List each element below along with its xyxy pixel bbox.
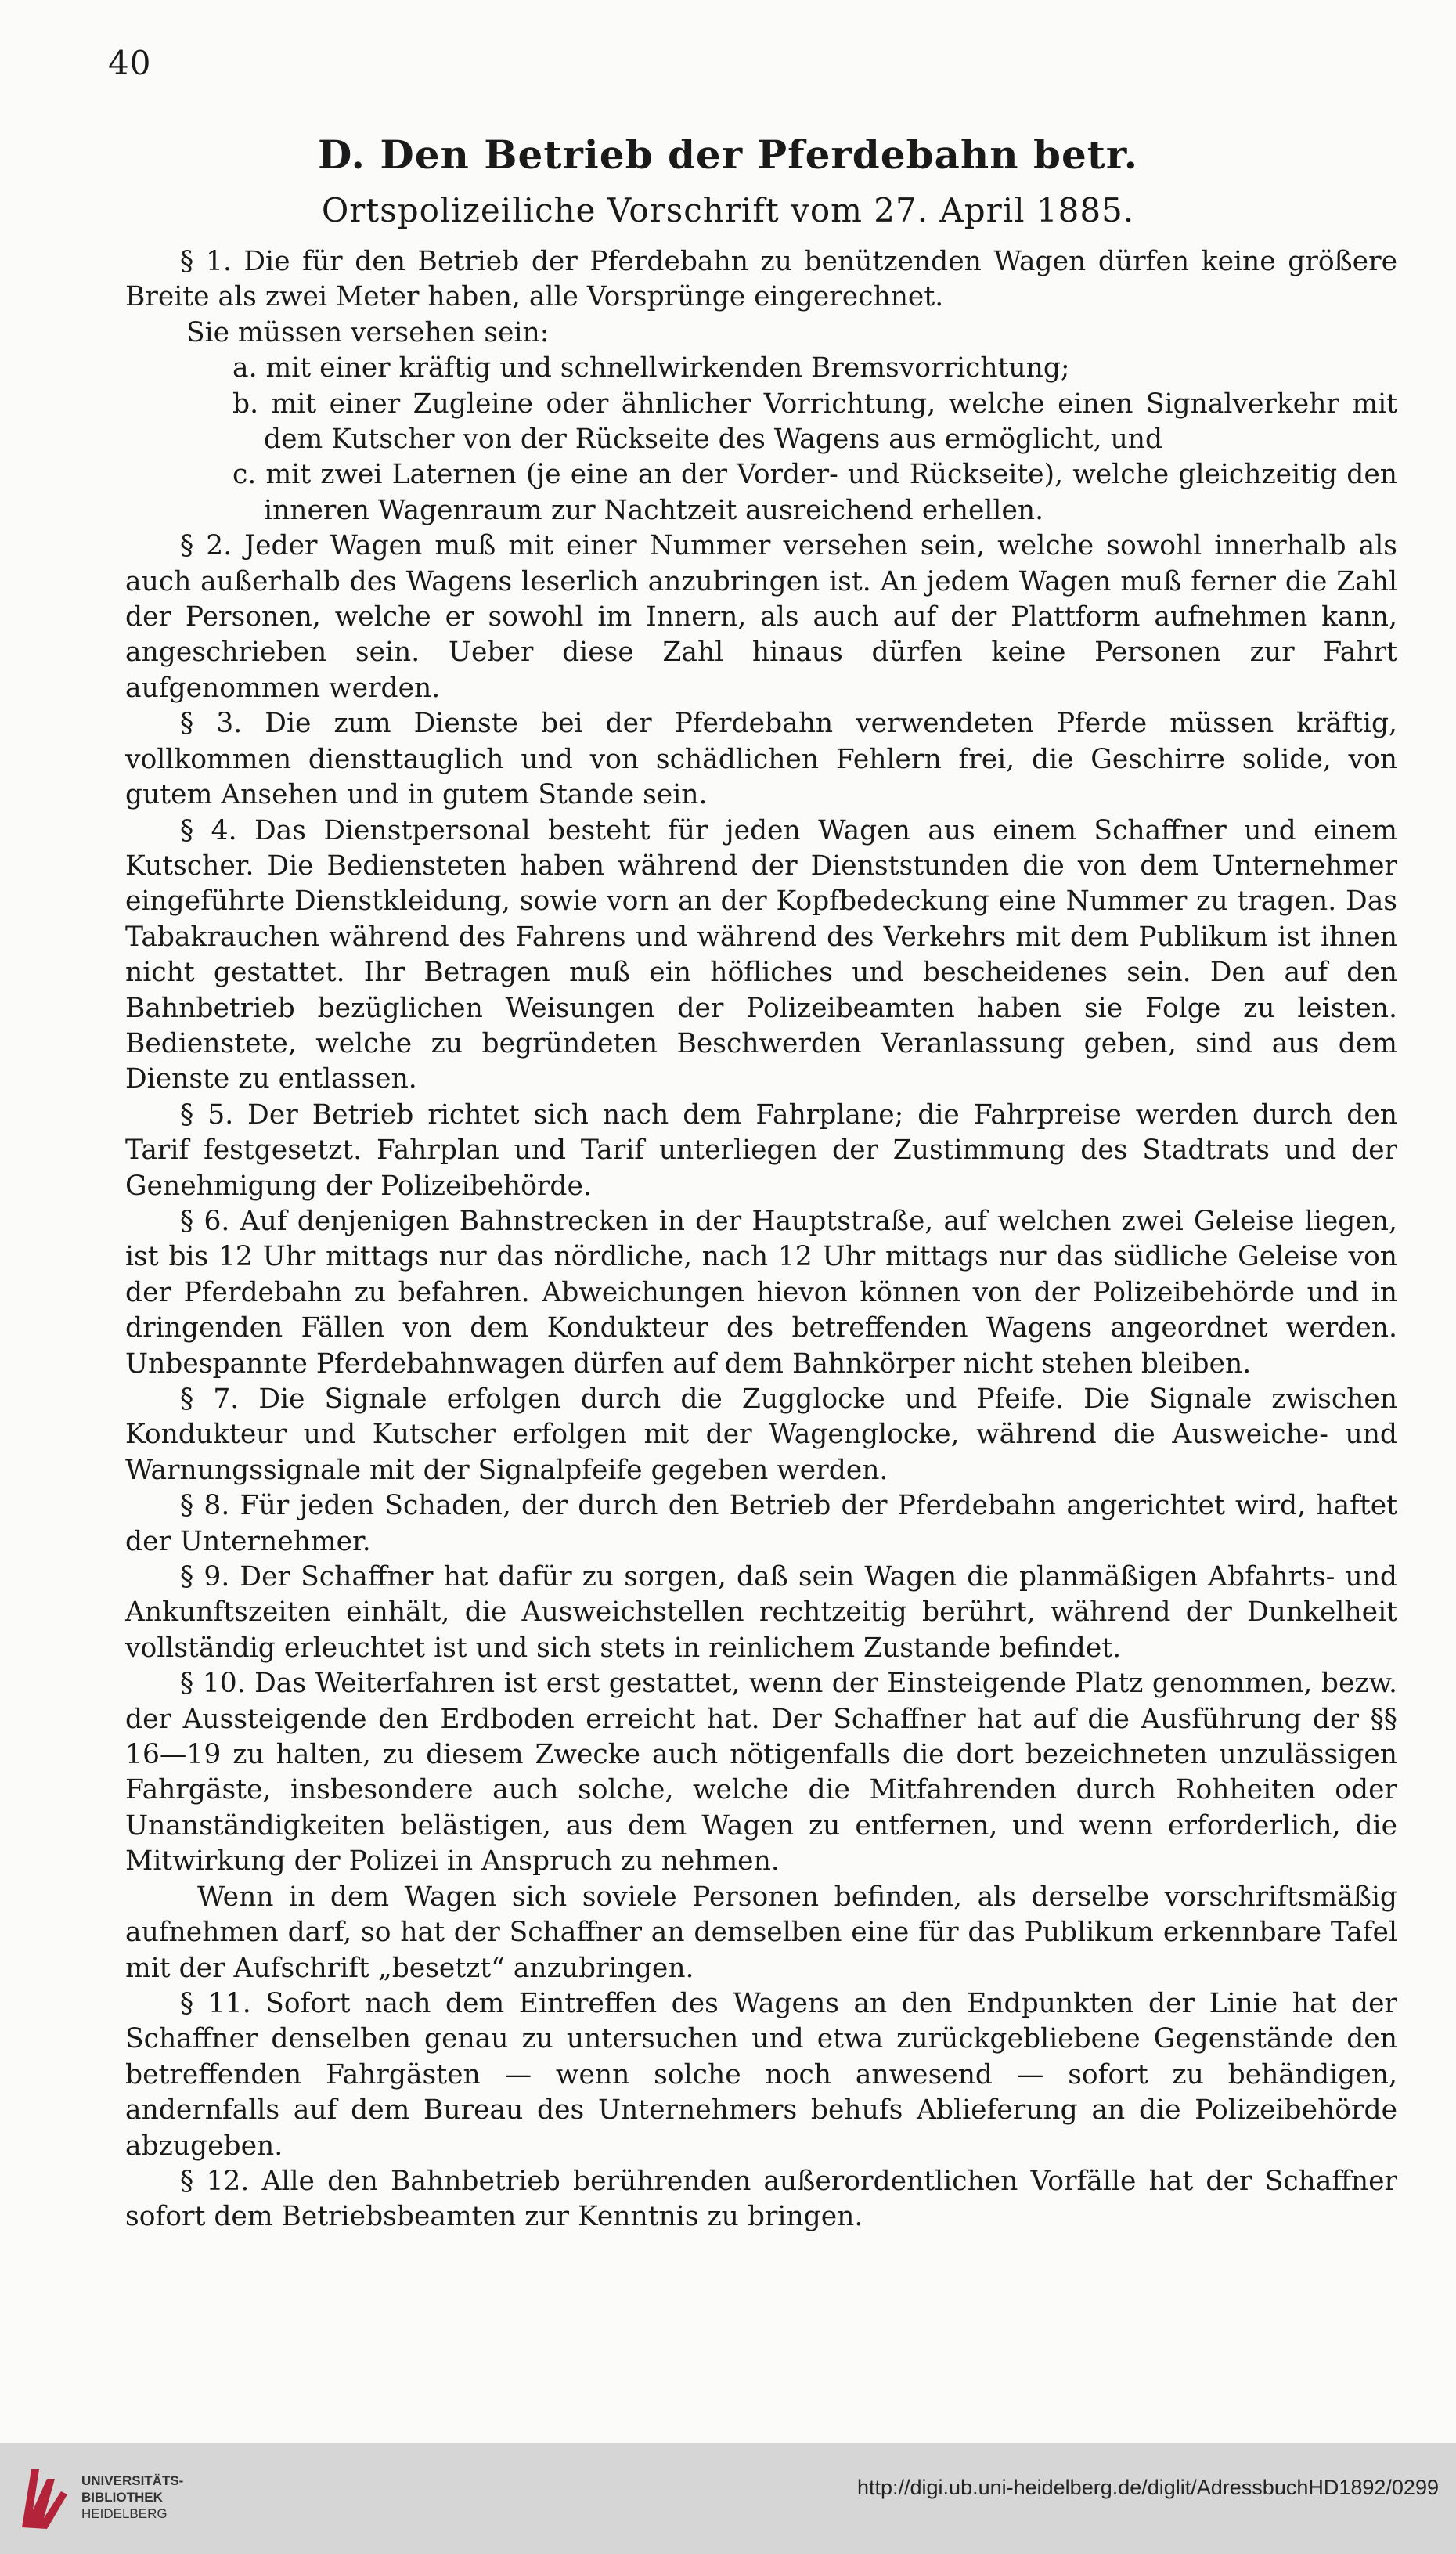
digitization-footer [0,2443,1456,2554]
paragraph-3: § 3. Die zum Dienste bei der Pferdebahn verwendeten Pferde müssen kräftig, vollkommen diensttauglich und von schädlichen Fehlern frei, die Geschirre solide, von gutem Ansehen und in gutem Stande sein. [125,708,1397,811]
paragraph-8: § 8. Für jeden Schaden, der durch den Betrieb der Pferdebahn angerichtet wird, haftet der Unternehmer. [125,1490,1397,1557]
paragraph-4: § 4. Das Dienstpersonal besteht für jeden Wagen aus einem Schaffner und einem Kutscher. Die Bediensteten haben während der Dienststunden die von dem Unternehmer eingeführte Dienstkleidung, sowie vorn an der Kopfbedeckung eine Nummer zu tragen. Das Tabakrauchen während des Fahrens und während des Verkehrs mit dem Publikum ist ihnen nicht gestattet. Ihr Betragen muß ein höfliches und bescheidenes sein. Den auf den Bahnbetrieb bezüglichen Weisungen der Polizeibeamten haben sie Folge zu leisten. Bedienstete, welche zu begründeten Beschwerden Veranlassung geben, sind aus dem Dienste zu entlassen. [125,814,1397,1095]
page-number: 40 [108,44,152,82]
paragraph-9: § 9. Der Schaffner hat dafür zu sorgen, daß sein Wagen die planmäßigen Abfahrts- und Ankunftszeiten einhält, die Ausweichstellen rechtzeitig berührt, während der Dunkelheit vollständig erleuchtet ist und sich stets in reinlichem Zustande befindet. [125,1561,1397,1664]
paragraph-6: § 6. Auf denjenigen Bahnstrecken in der Hauptstraße, auf welchen zwei Geleise liegen, ist bis 12 Uhr mittags nur das nördliche, nach 12 Uhr mittags nur das südliche Geleise von der Pferdebahn zu befahren. Abweichungen hievon können von der Polizeibehörde und in dringenden Fällen von dem Kondukteur des betreffenden Wagens angeordnet werden. Unbespannte Pferdebahnwagen dürfen auf dem Bahnkörper nicht stehen bleiben. [125,1205,1397,1380]
university-library-logo-icon [16,2463,72,2534]
paragraph-10-continued: Wenn in dem Wagen sich soviele Personen befinden, als derselbe vorschriftsmäßig aufnehmen darf, so hat der Schaffner an demselben eine für das Publikum erkennbare Tafel mit der Aufschrift „besetzt“ anzubringen. [125,1881,1397,1984]
paragraph-1-item-b: b. mit einer Zugleine oder ähnlicher Vorrichtung, welche einen Signalverkehr mit dem Kutscher von der Rückseite des Wagens aus ermöglicht, und [232,388,1397,456]
paragraph-1-item-a: a. mit einer kräftig und schnellwirkenden Bremsvorrichtung; [232,352,1070,384]
paragraph-2: § 2. Jeder Wagen muß mit einer Nummer versehen sein, welche sowohl innerhalb als auch außerhalb des Wagens leserlich anzubringen ist. An jedem Wagen muß ferner die Zahl der Personen, welche er sowohl im Innern, als auch auf der Plattform aufnehmen kann, angeschrieben sein. Ueber diese Zahl hinaus dürfen keine Personen zur Fahrt aufgenommen werden. [125,530,1397,704]
paragraph-11: § 11. Sofort nach dem Eintreffen des Wagens an den Endpunkten der Linie hat der Schaffner denselben genau zu untersuchen und etwa zurückgebliebene Gegenstände den betreffenden Fahrgästen — wenn solche noch anwesend — sofort zu behändigen, andernfalls auf dem Bureau des Unternehmers behufs Ablieferung an die Polizeibehörde abzugeben. [125,1987,1397,2162]
section-title: D. Den Betrieb der Pferdebahn betr. [317,132,1139,178]
paragraph-12: § 12. Alle den Bahnbetrieb berührenden außerordentlichen Vorfälle hat der Schaffner sofort dem Betriebsbeamten zur Kenntnis zu bringen. [125,2165,1397,2233]
paragraph-1: § 1. Die für den Betrieb der Pferdebahn zu benützenden Wagen dürfen keine größere Breite als zwei Meter haben, alle Vorsprünge eingerechnet. [125,246,1397,313]
paragraph-7: § 7. Die Signale erfolgen durch die Zugglocke und Pfeife. Die Signale zwischen Kondukteur und Kutscher erfolgen mit der Wagenglocke, während die Ausweiche- und Warnungssignale mit der Signalpfeife gegeben werden. [125,1383,1397,1486]
section-subtitle: Ortspolizeiliche Vorschrift vom 27. April 1885. [321,191,1135,229]
library-name [81,2473,183,2522]
paragraph-5: § 5. Der Betrieb richtet sich nach dem Fahrplane; die Fahrpreise werden durch den Tarif festgesetzt. Fahrplan und Tarif unterliegen der Zustimmung des Stadtrats und der Genehmigung der Polizeibehörde. [125,1098,1397,1202]
library-name-line-1: UNIVERSITÄTS- [81,2473,184,2488]
paragraph-1-item-c: c. mit zwei Laternen (je eine an der Vorder- und Rückseite), welche gleichzeitig den inneren Wagenraum zur Nachtzeit ausreichend erhellen. [232,459,1397,526]
regulation-text [125,244,1397,2235]
source-url-link[interactable]: http://digi.ub.uni-heidelberg.de/diglit/AdressbuchHD1892/0299 [856,2476,1439,2499]
library-name-line-2: BIBLIOTHEK [81,2490,163,2505]
library-name-line-3: HEIDELBERG [81,2506,168,2521]
paragraph-1-intro: Sie müssen versehen sein: [186,316,550,348]
paragraph-10: § 10. Das Weiterfahren ist erst gestattet, wenn der Einsteigende Platz genommen, bezw. der Aussteigende den Erdboden erreicht hat. Der Schaffner hat auf die Ausführung der §§ 16—19 zu halten, zu diesem Zwecke auch nötigenfalls die dort bezeichneten unzulässigen Fahrgäste, insbesondere auch solche, welche die Mitfahrenden durch Rohheiten oder Unanständigkeiten belästigen, aus dem Wagen zu entfernen, und wenn erforderlich, die Mitwirkung der Polizei in Anspruch zu nehmen. [125,1668,1397,1878]
